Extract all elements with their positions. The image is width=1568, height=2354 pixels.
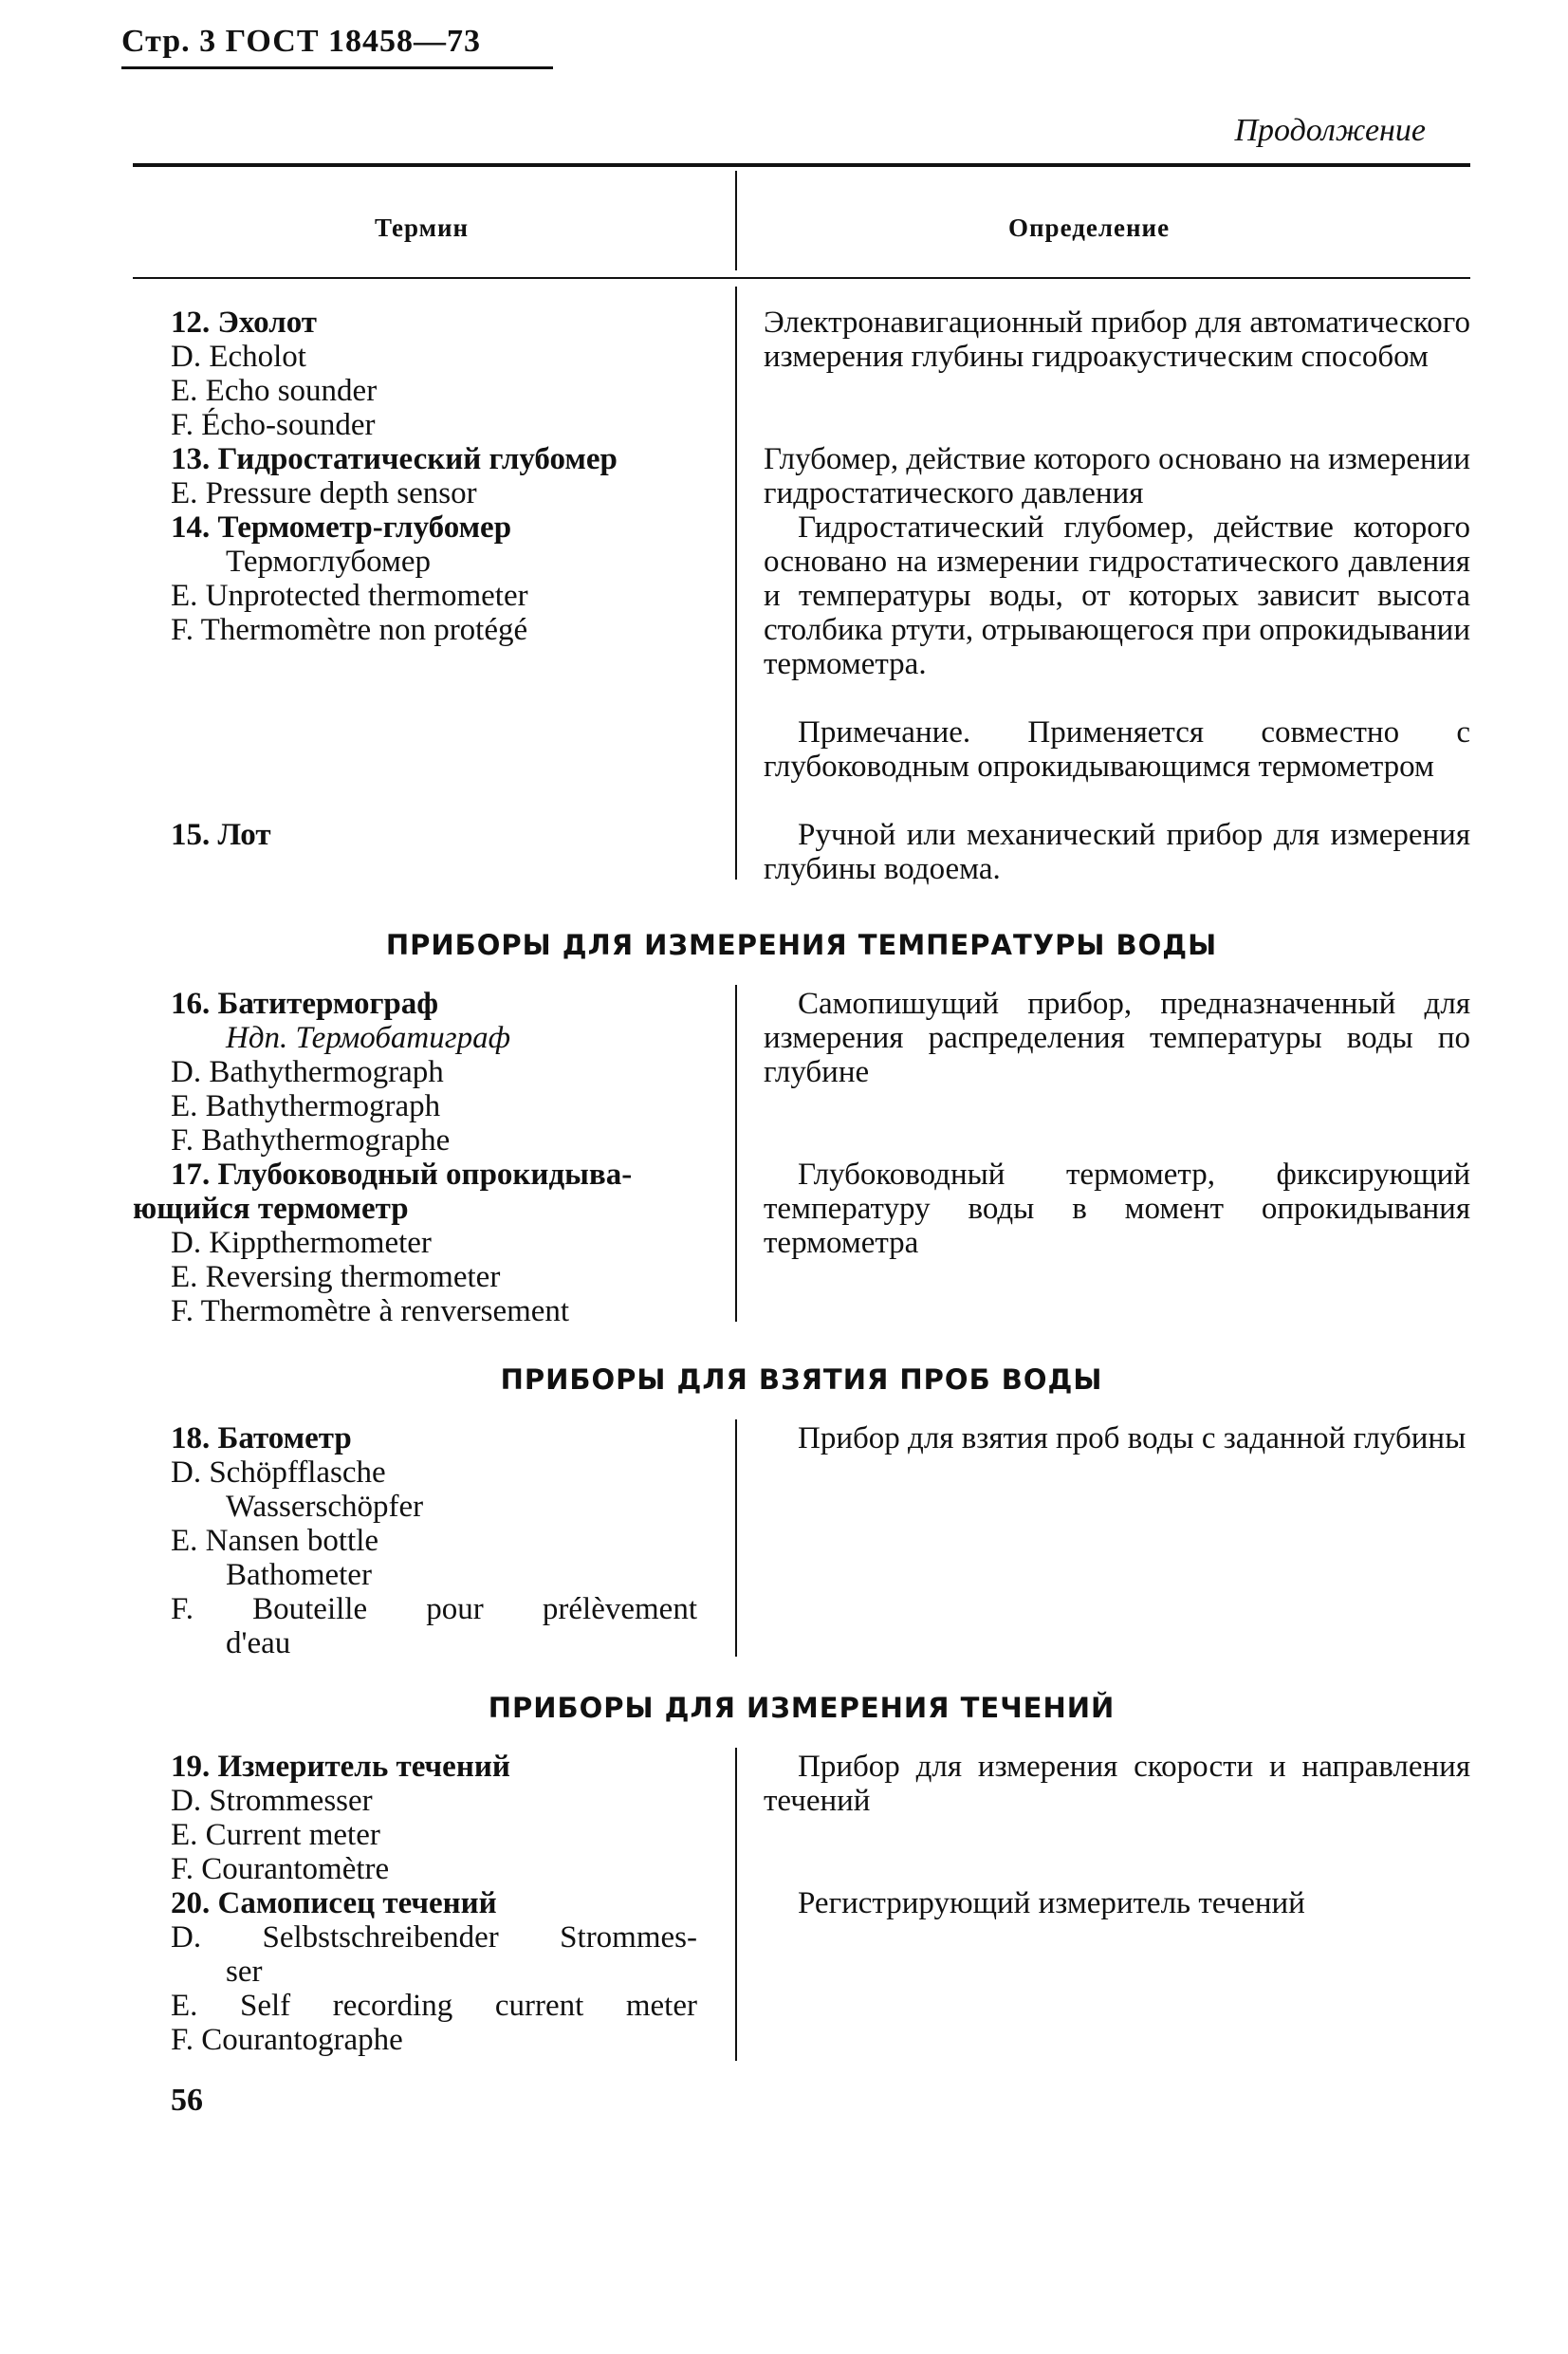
column-header-term: Термин: [375, 213, 470, 242]
term-17: 17. Глубоководный опрокидыва-: [171, 1158, 633, 1192]
section-current-measurement: [133, 1691, 1470, 2070]
definition-14-note: Примечание. Применяется совместно с глубоководным опрокидывающимся термометром: [764, 715, 1470, 784]
definition-17: Глубоководный термометр, фиксирующий температуру воды в момент опрокидывания термометра: [764, 1158, 1470, 1260]
section-title: ПРИБОРЫ ДЛЯ ИЗМЕРЕНИЯ ТЕМПЕРАТУРЫ ВОДЫ: [385, 929, 1218, 961]
term-12-en: E. Echo sounder: [171, 374, 378, 408]
term-18-de-synonym: Wasserschöpfer: [226, 1490, 424, 1524]
term-18-fr: F. Bouteille pour prélèvement: [171, 1592, 697, 1626]
term-16-en: E. Bathythermograph: [171, 1089, 441, 1123]
column-divider: [735, 985, 737, 1322]
term-16-de: D. Bathythermograph: [171, 1055, 444, 1089]
term-18-fr-cont: d'eau: [226, 1626, 291, 1660]
definition-14: Гидростатический глубомер, действие которого основано на измерении гидростатического давления и температуры воды, от которых зависит высота столбика ртути, отрывающегося при опрокидывании термометра.: [764, 510, 1470, 681]
section-water-sampling: [133, 1362, 1470, 1676]
term-15: 15. Лот: [171, 818, 271, 852]
column-divider: [735, 287, 737, 880]
term-18: 18. Батометр: [171, 1421, 352, 1455]
definition-19: Прибор для измерения скорости и направления течений: [764, 1750, 1470, 1818]
header-bottom-rule: [133, 277, 1470, 279]
term-16: 16. Батитермограф: [171, 987, 439, 1021]
definition-20: Регистрирующий измеритель течений: [798, 1886, 1305, 1920]
term-12: 12. Эхолот: [171, 306, 317, 340]
section-title: ПРИБОРЫ ДЛЯ ВЗЯТИЯ ПРОБ ВОДЫ: [500, 1363, 1103, 1396]
continuation-label: Продолжение: [1234, 113, 1426, 148]
term-20-fr: F. Courantographe: [171, 2023, 403, 2057]
term-19-de: D. Strommesser: [171, 1784, 373, 1818]
term-20: 20. Самописец течений: [171, 1886, 497, 1920]
term-13-en: E. Pressure depth sensor: [171, 476, 477, 510]
term-20-de-cont: ser: [226, 1955, 263, 1989]
column-divider: [735, 1748, 737, 2061]
term-20-de: D. Selbstschreibender Strommes-: [171, 1920, 697, 1955]
term-14: 14. Термометр-глубомер: [171, 510, 512, 545]
term-12-de: D. Echolot: [171, 340, 306, 374]
header-rule: [121, 66, 553, 69]
definition-16: Самопишущий прибор, предназначенный для измерения распределения температуры воды по глубине: [764, 987, 1470, 1089]
term-19: 19. Измеритель течений: [171, 1750, 510, 1784]
term-14-en: E. Unprotected thermometer: [171, 579, 528, 613]
section-title: ПРИБОРЫ ДЛЯ ИЗМЕРЕНИЯ ТЕЧЕНИЙ: [488, 1692, 1116, 1724]
term-17-fr: F. Thermomètre à renversement: [171, 1294, 570, 1328]
term-19-fr: F. Courantomètre: [171, 1852, 390, 1886]
section-water-temperature: [133, 928, 1470, 1345]
table-top-rule: [133, 163, 1470, 167]
term-18-de: D. Schöpfflasche: [171, 1455, 386, 1490]
definition-12: Электронавигационный прибор для автоматического измерения глубины гидроакустическим способом: [764, 306, 1470, 374]
term-16-deprecated: Ндп. Термобатиграф: [226, 1021, 511, 1055]
term-14-fr: F. Thermomètre non protégé: [171, 613, 528, 647]
term-16-fr: F. Bathythermographe: [171, 1123, 451, 1158]
definition-18: Прибор для взятия проб воды с заданной глубины: [798, 1421, 1467, 1455]
term-18-en: E. Nansen bottle: [171, 1524, 379, 1558]
term-13: 13. Гидростатический глубомер: [171, 442, 618, 476]
term-17-de: D. Kippthermometer: [171, 1226, 432, 1260]
column-divider: [735, 171, 737, 270]
term-14-synonym: Термоглубомер: [226, 545, 432, 579]
term-20-en: E. Self recording current meter: [171, 1989, 697, 2023]
definition-13: Глубомер, действие которого основано на измерении гидростатического давления: [764, 442, 1470, 510]
column-divider: [735, 1419, 737, 1657]
page-number: 56: [171, 2083, 203, 2118]
term-17-en: E. Reversing thermometer: [171, 1260, 501, 1294]
term-19-en: E. Current meter: [171, 1818, 380, 1852]
running-head: Стр. 3 ГОСТ 18458—73: [121, 24, 482, 59]
term-block-12-15: [133, 306, 1470, 903]
term-17-cont: ющийся термометр: [133, 1192, 409, 1226]
definition-15: Ручной или механический прибор для измерения глубины водоема.: [764, 818, 1470, 886]
column-header-definition: Определение: [1008, 213, 1171, 242]
term-18-en-synonym: Bathometer: [226, 1558, 372, 1592]
term-12-fr: F. Écho-sounder: [171, 408, 376, 442]
